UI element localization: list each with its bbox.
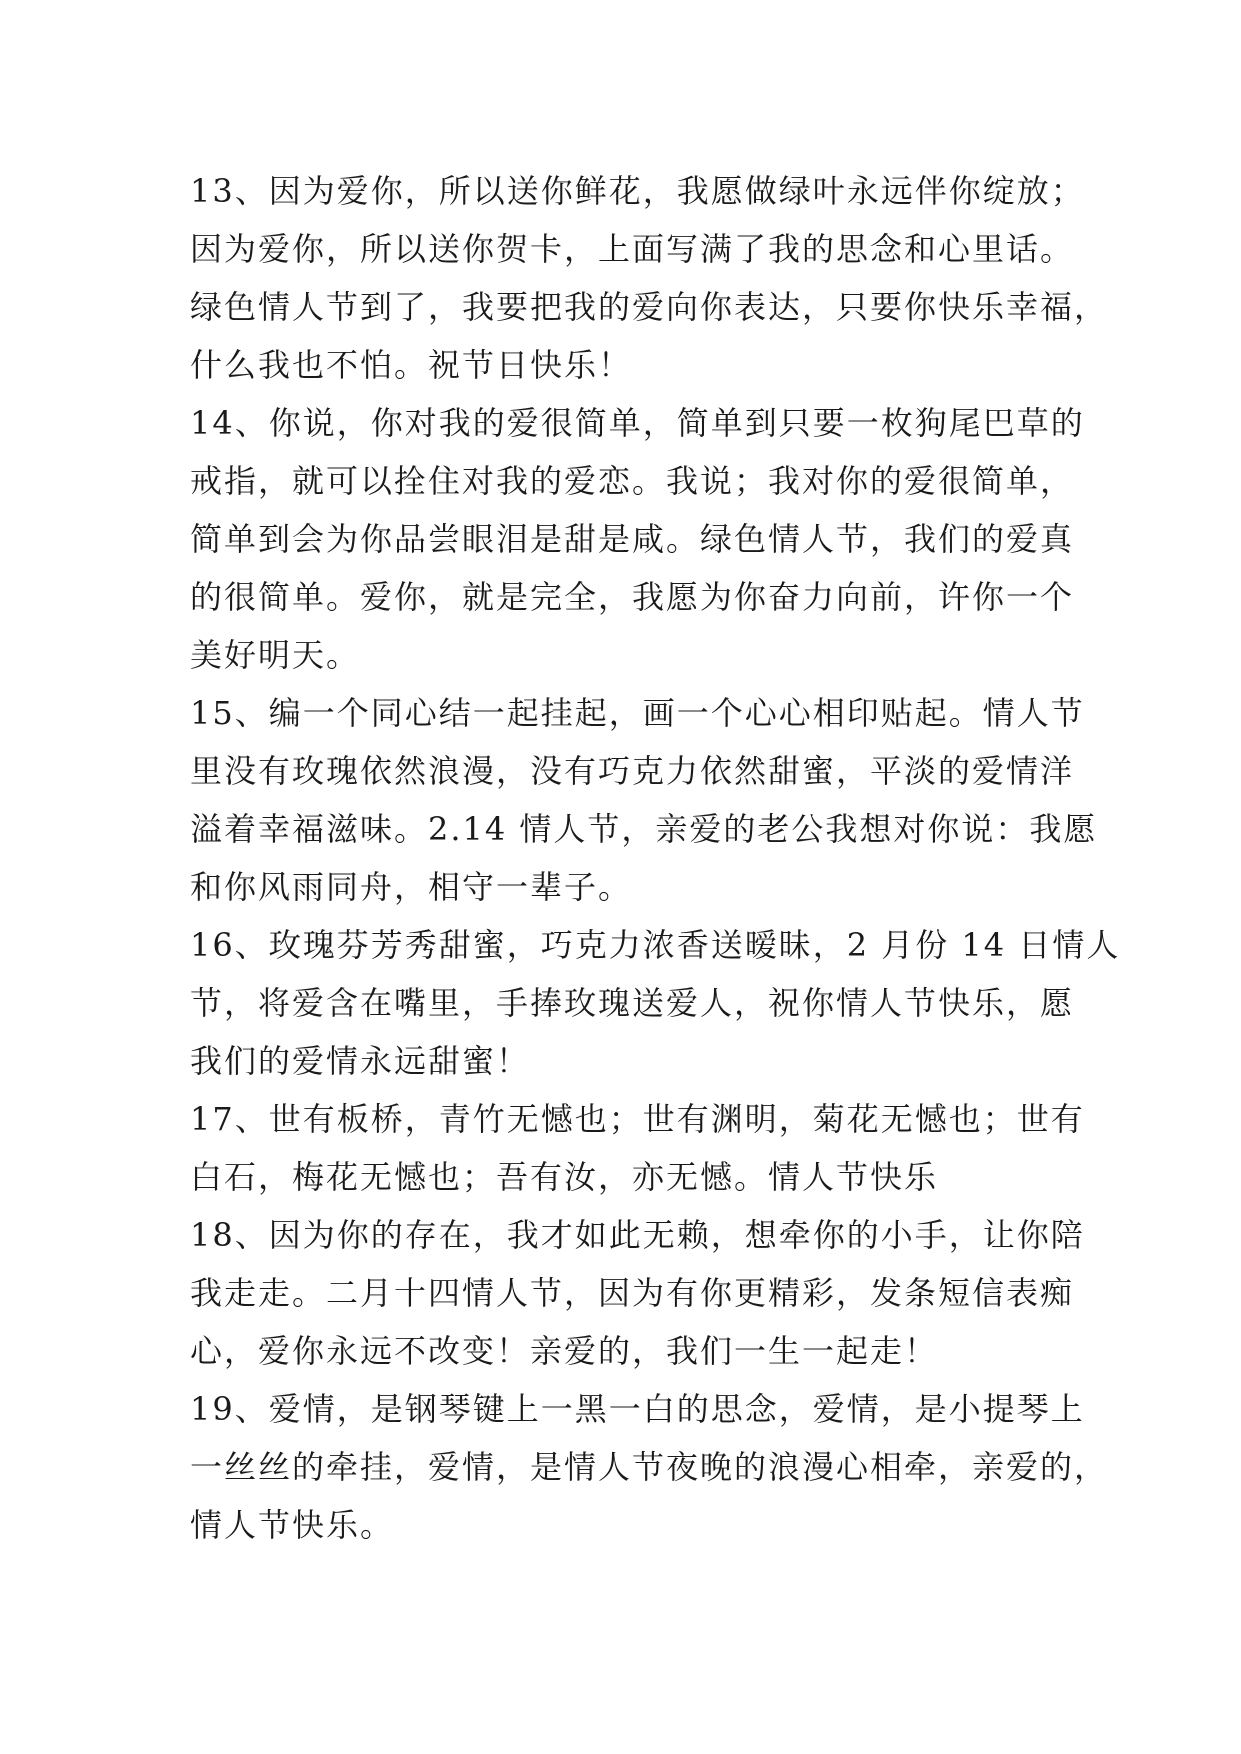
text-line: 美好明天。 <box>190 636 361 674</box>
document-body <box>190 162 1121 1554</box>
text-line: 简单到会为你品尝眼泪是甜是咸。绿色情人节，我们的爱真 <box>190 520 1075 558</box>
text-line: 心，爱你永远不改变！亲爱的，我们一生一起走！ <box>190 1332 939 1370</box>
text-line: 18、因为你的存在，我才如此无赖，想牵你的小手，让你陪 <box>190 1216 1085 1254</box>
text-line: 里没有玫瑰依然浪漫，没有巧克力依然甜蜜，平淡的爱情洋 <box>190 752 1075 790</box>
text-line: 戒指，就可以拴住对我的爱恋。我说；我对你的爱很简单， <box>190 462 1075 500</box>
text-line: 绿色情人节到了，我要把我的爱向你表达，只要你快乐幸福， <box>190 288 1109 326</box>
text-line: 什么我也不怕。祝节日快乐！ <box>190 346 633 384</box>
text-line: 因为爱你，所以送你贺卡，上面写满了我的思念和心里话。 <box>190 230 1075 268</box>
text-line: 我们的爱情永远甜蜜！ <box>190 1042 531 1080</box>
text-line: 16、玫瑰芬芳秀甜蜜，巧克力浓香送暧昧，2 月份 14 日情人 <box>190 926 1121 964</box>
text-line: 情人节快乐。 <box>190 1506 395 1544</box>
text-line: 我走走。二月十四情人节，因为有你更精彩，发条短信表痴 <box>190 1274 1075 1312</box>
text-line: 的很简单。爱你，就是完全，我愿为你奋力向前，许你一个 <box>190 578 1075 616</box>
text-line: 17、世有板桥，青竹无憾也；世有渊明，菊花无憾也；世有 <box>190 1100 1085 1138</box>
text-line: 白石，梅花无憾也；吾有汝，亦无憾。情人节快乐 <box>190 1158 939 1196</box>
text-line: 13、因为爱你，所以送你鲜花，我愿做绿叶永远伴你绽放； <box>190 172 1085 210</box>
text-line: 15、编一个同心结一起挂起，画一个心心相印贴起。情人节 <box>190 694 1085 732</box>
text-line: 一丝丝的牵挂，爱情，是情人节夜晚的浪漫心相牵，亲爱的， <box>190 1448 1109 1486</box>
text-line: 14、你说，你对我的爱很简单，简单到只要一枚狗尾巴草的 <box>190 404 1085 442</box>
text-line: 和你风雨同舟，相守一辈子。 <box>190 868 633 906</box>
text-line: 19、爱情，是钢琴键上一黑一白的思念，爱情，是小提琴上 <box>190 1390 1085 1428</box>
text-line: 溢着幸福滋味。2.14 情人节，亲爱的老公我想对你说：我愿 <box>190 810 1098 848</box>
text-line: 节，将爱含在嘴里，手捧玫瑰送爱人，祝你情人节快乐，愿 <box>190 984 1075 1022</box>
